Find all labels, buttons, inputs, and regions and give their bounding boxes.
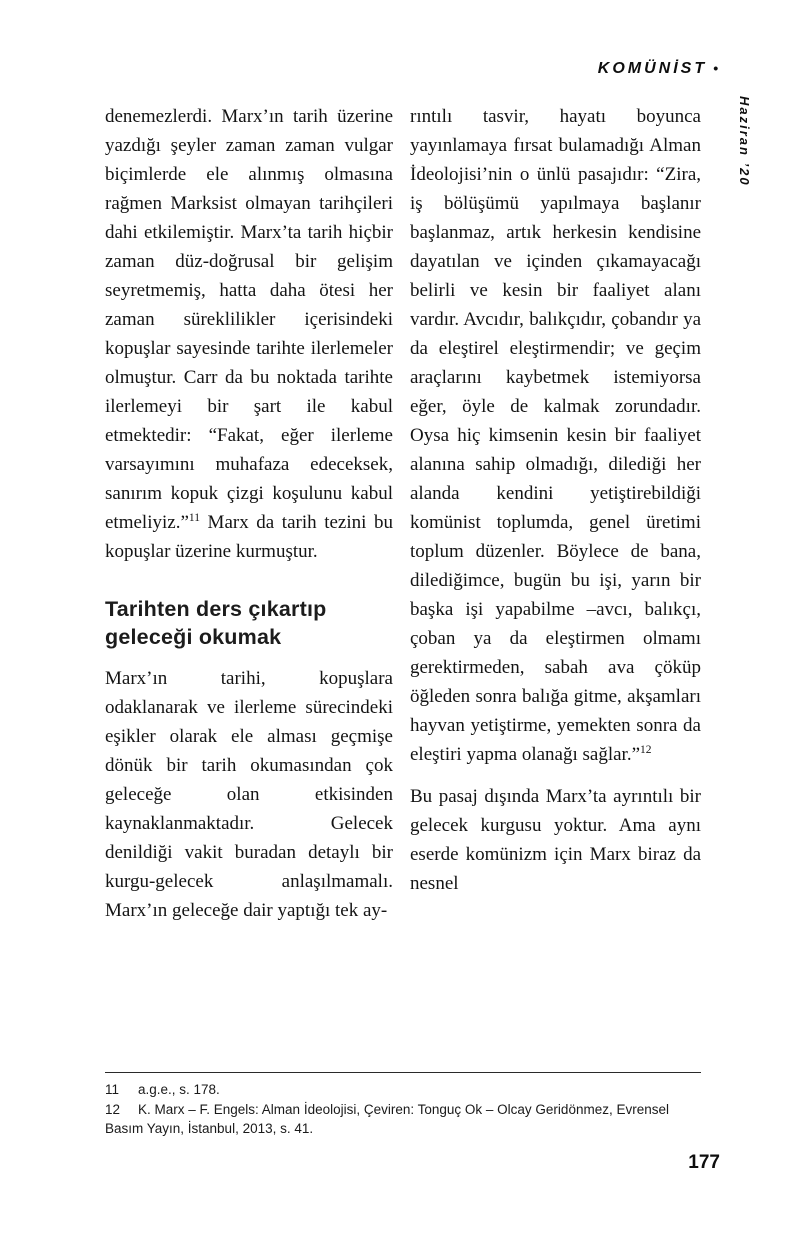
footnote-ref-11: 11 (188, 512, 200, 524)
paragraph-2: Marx’ın tarihi, kopuşlara odaklanarak ve ilerleme sürecindeki eşikler olarak ele alması geçmişe dönük bir tarih okumasından çok geleceğe olan etkisinden kaynaklanmaktadır. Gelecek denildiği vakit buradan detaylı bir kurgu-gelecek anlaşılmamalı. Marx’ın geleceğe dair yaptığı tek ay- (105, 668, 393, 921)
magazine-title: KOMÜNİST (597, 60, 708, 77)
page-number: 177 (688, 1152, 720, 1173)
footnote-11-text: a.g.e., s. 178. (138, 1082, 220, 1097)
issue-date-vertical: Haziran ’20 (737, 96, 752, 187)
footnote-11-marker: 11 (105, 1082, 120, 1097)
paragraph-1-text: denemezlerdi. Marx’ın tarih üzerine yazdığı şeyler zaman zaman vulgar biçimlerde ele alınmış olmasına rağmen Marksist olmayan tarihçileri dahi etkilemiştir. Marx’ta tarih hiçbir zaman düz-doğrusal bir gelişim seyretmemiş, hatta daha ötesi her zaman süreklilikler içerisindeki kopuşlar sayesinde tarihte ilerlemeler olmuştur. Carr da bu noktada tarihte ilerlemeyi bir şart ile kabul etmektedir: “Fakat, eğer ilerleme varsayımını muhafaza edeceksek, sanırım kopuk çizgi koşulunu kabul etmeliyiz.” (105, 106, 393, 533)
footnote-12 (105, 1100, 701, 1138)
paragraph-1-continuation: Marx da tarih tezini bu kopuşlar üzerine kurmuştur. (105, 512, 393, 562)
paragraph-4: Bu pasaj dışında Marx’ta ayrıntılı bir gelecek kurgusu yoktur. Ama aynı eserde komünizm için Marx biraz da nesnel (410, 786, 701, 894)
footnote-12-marker: 12 (105, 1102, 121, 1117)
left-column (105, 102, 393, 925)
page-header (598, 60, 718, 78)
header-bullet: • (713, 60, 718, 76)
footnote-11 (105, 1080, 701, 1099)
footnote-12-text: K. Marx – F. Engels: Alman İdeolojisi, Çeviren: Tonguç Ok – Olcay Geridönmez, Evrensel Basım Yayın, İstanbul, 2013, s. 41. (105, 1102, 669, 1136)
paragraph-3 (410, 102, 701, 769)
right-column (410, 102, 701, 898)
footnotes-block (105, 1072, 701, 1139)
paragraph-1 (105, 102, 393, 566)
paragraph-3-text: rıntılı tasvir, hayatı boyunca yayınlamaya fırsat bulamadığı Alman İdeolojisi’nin o ünlü pasajıdır: “Zira, iş bölüşümü yapılmaya başlanır başlanmaz, artık herkesin kendisine dayatılan ve içinden çıkamayacağı belirli ve kesin bir faaliyet alanı vardır. Avcıdır, balıkçıdır, çobandır ya da eleştirel eleştirmendir; ve geçim araçlarını kaybetmek istemiyorsa eğer, öyle de kalmak zorundadır. Oysa hiç kimsenin kesin bir faaliyet alanına sahip olmadığı, dilediği her alanda kendini yetiştirebildiği komünist toplumda, genel üretimi toplum düzenler. Böylece de bana, dilediğimce, bugün bu işi, yarın bir başka işi yapabilme –avcı, balıkçı, çoban ya da eleştirmen olmamı gerektirmeden, sabah ava çöküp öğleden sonra balığa gitme, akşamları hayvan yetiştirme, yemekten sonra da eleştiri yapma olanağı sağlar.” (410, 106, 701, 765)
footnote-ref-12: 12 (640, 744, 652, 756)
section-heading: Tarihten ders çıkartıp geleceği okumak (105, 597, 327, 649)
